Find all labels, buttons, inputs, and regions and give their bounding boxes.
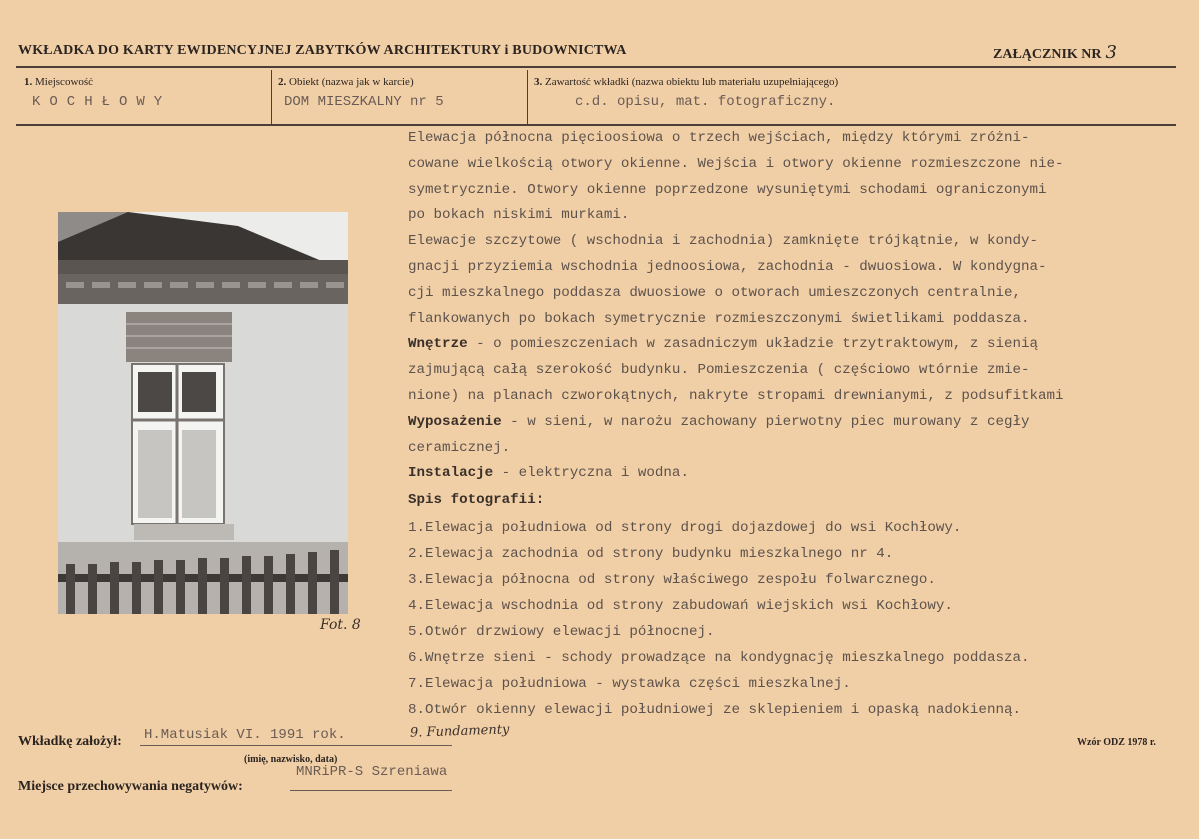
storage-value: MNRiPR-S Szreniawa — [296, 764, 448, 780]
photo-list-item: 3.Elewacja północna od strony właściwego zespołu folwarcznego. — [408, 572, 936, 588]
author-label: Wkładkę założył: — [18, 734, 122, 749]
description-line: cji mieszkalnego poddasza dwuosiowe o otworach umieszczonych centralnie, — [408, 284, 1021, 301]
author-line — [140, 745, 452, 746]
annex-number: 3 — [1105, 42, 1117, 63]
storage-line — [290, 790, 452, 791]
description-line: po bokach niskimi murkami. — [408, 207, 630, 224]
form-title: WKŁADKA DO KARTY EWIDENCYJNEJ ZABYTKÓW ARCHITEKTURY i BUDOWNICTWA — [18, 43, 627, 58]
contents-label — [534, 76, 838, 88]
field-divider-1 — [271, 70, 272, 124]
description-line: nione) na planach czworokątnych, nakryte stropami drewnianymi, z podsufitkami — [408, 387, 1064, 404]
author-value: H.Matusiak VI. 1991 rok. — [144, 727, 346, 743]
photo-list — [408, 520, 1030, 728]
object-value: DOM MIESZKALNY nr 5 — [284, 94, 444, 110]
author-hint: (imię, nazwisko, data) — [244, 754, 338, 765]
photo-caption: Fot. 8 — [320, 617, 361, 633]
form-code: Wzór ODZ 1978 r. — [1077, 737, 1156, 748]
house-photo — [58, 212, 348, 614]
description-line: cowane wielkością otwory okienne. Wejścia i otwory okienne rozmieszczone nie- — [408, 155, 1064, 172]
section-lead-equipment: Wyposażenie — [408, 413, 502, 430]
annex-label — [993, 42, 1117, 63]
photo-list-item: 7.Elewacja południowa - wystawka części mieszkalnej. — [408, 676, 851, 692]
photo-list-item: 5.Otwór drzwiowy elewacji północnej. — [408, 624, 715, 640]
photo-list-title-text: Spis fotografii: — [408, 492, 545, 508]
description-line: Elewacja północna pięcioosiowa o trzech wejściach, między którymi zróżni- — [408, 130, 1030, 146]
photo-list-title — [408, 492, 544, 508]
contents-label-num: 3. — [534, 76, 543, 88]
photo-list-item: 2.Elewacja zachodnia od strony budynku mieszkalnego nr 4. — [408, 546, 894, 562]
object-label — [278, 76, 414, 88]
photo-list-item: 4.Elewacja wschodnia od strony zabudowań wiejskich wsi Kochłowy. — [408, 598, 953, 614]
handwritten-item: 9. Fundamenty — [409, 722, 510, 741]
contents-label-text: Zawartość wkładki (nazwa obiektu lub materiału uzupełniającego) — [545, 76, 839, 88]
field-divider-2 — [527, 70, 528, 124]
description-line: Instalacje - elektryczna i wodna. — [408, 465, 689, 482]
house-photo-drawing — [58, 212, 348, 614]
contents-value: c.d. opisu, mat. fotograficzny. — [575, 94, 836, 110]
description-line: flankowanych po bokach symetrycznie rozmieszczonymi świetlikami poddasza. — [408, 310, 1030, 327]
description-line: Wyposażenie - w sieni, w narożu zachowany pierwotny piec murowany z cegły — [408, 413, 1030, 430]
photo-list-item: 6.Wnętrze sieni - schody prowadzące na kondygnację mieszkalnego poddasza. — [408, 650, 1030, 666]
object-label-num: 2. — [278, 76, 287, 88]
annex-label-text: ZAŁĄCZNIK NR — [993, 47, 1102, 62]
locality-label-text: Miejscowość — [35, 76, 94, 88]
description-line: ceramicznej. — [408, 439, 511, 456]
description-line: symetrycznie. Otwory okienne poprzedzone wysuniętymi schodami ograniczonymi — [408, 181, 1047, 198]
locality-label-num: 1. — [24, 76, 33, 88]
header-rule — [16, 66, 1176, 68]
locality-label — [24, 76, 93, 88]
storage-label: Miejsce przechowywania negatywów: — [18, 779, 243, 794]
photo-list-item: 8.Otwór okienny elewacji południowej ze sklepieniem i opaską nadokienną. — [408, 702, 1021, 718]
description-text — [408, 126, 1183, 487]
object-label-text: Obiekt (nazwa jak w karcie) — [289, 76, 414, 88]
description-line: Elewacje szczytowe ( wschodnia i zachodnia) zamknięte trójkątnie, w kondy- — [408, 233, 1039, 250]
description-line: zajmującą całą szerokość budynku. Pomieszczenia ( częściowo wtórnie zmie- — [408, 362, 1030, 379]
section-lead-interior: Wnętrze — [408, 336, 468, 353]
description-line: Wnętrze - o pomieszczeniach w zasadniczym układzie trzytraktowym, z sienią — [408, 336, 1039, 353]
locality-value: KOCHŁOWY — [32, 94, 172, 110]
photo-list-item: 1.Elewacja południowa od strony drogi dojazdowej do wsi Kochłowy. — [408, 520, 962, 536]
section-lead-installations: Instalacje — [408, 465, 494, 482]
description-line: gnacji przyziemia wschodnia jednoosiowa, zachodnia - dwuosiowa. W kondygna- — [408, 258, 1047, 275]
